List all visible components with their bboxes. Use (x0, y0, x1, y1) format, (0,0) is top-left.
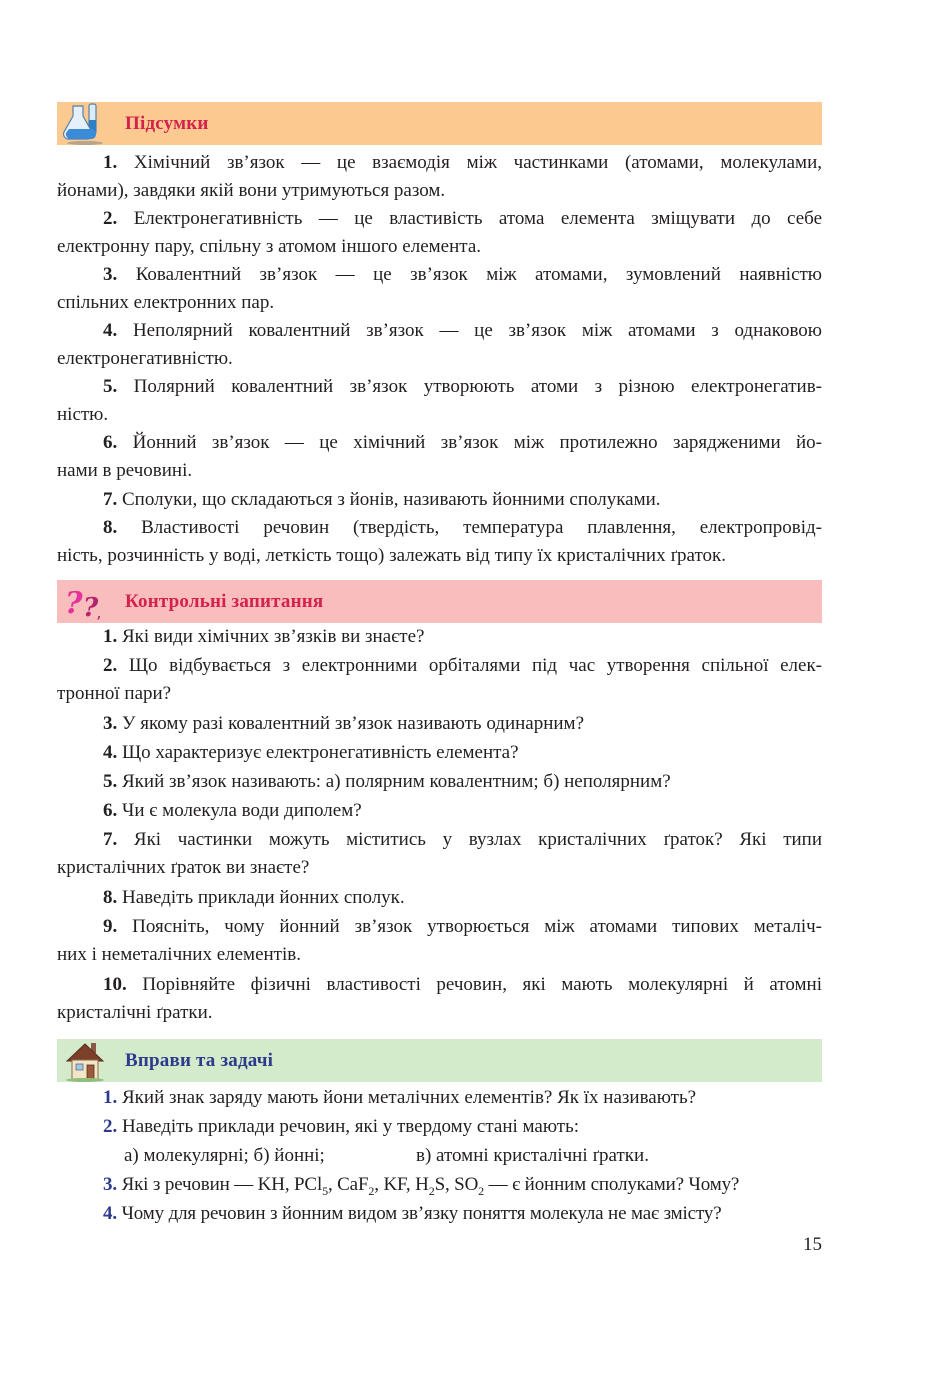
exercise-4: 4. Чому для речовин з йонним видом зв’язку поняття молекула не має змісту? (103, 1203, 722, 1224)
svg-text:?: ? (83, 593, 99, 623)
exercise-2-options (124, 1142, 649, 1170)
summary-item-1: 1. Хімічний зв’язок — це взаємодія між частинками (атомами, молекулами, йонами), завдяки якій вони утримуються разом. (57, 152, 822, 202)
svg-text:,: , (97, 607, 102, 621)
exercise-1: 1. Який знак заряду мають йони металічних елементів? Як їх називають? (103, 1087, 697, 1108)
question-2: 2. Що відбувається з електронними орбіталями під час утворення спільної елек- тронної пари? (57, 655, 823, 705)
exercises-title: Вправи та задачі (125, 1050, 274, 1071)
option-a: а) молекулярні; (124, 1145, 249, 1166)
option-c: в) атомні кристалічні ґратки. (416, 1145, 649, 1166)
exercise-2: 2. Наведіть приклади речовин, які у твердому стані мають: (103, 1116, 580, 1137)
summary-item-2: 2. Електронегативність — це властивість атома елемента зміщувати до себе електронну пару, спільну з атомом іншого елемента. (57, 208, 823, 258)
summary-item-7: 7. Сполуки, що складаються з йонів, називають йонними сполуками. (103, 489, 661, 510)
summary-title: Підсумки (125, 113, 209, 134)
svg-text:?: ? (65, 586, 83, 621)
question-8: 8. Наведіть приклади йонних сполук. (103, 887, 405, 908)
question-marks-icon (63, 580, 107, 623)
summary-item-6: 6. Йонний зв’язок — це хімічний зв’язок між протилежно зарядженими йо- нами в речовині. (57, 432, 822, 482)
summary-header (57, 102, 822, 145)
house-icon (63, 1039, 107, 1082)
question-3: 3. У якому разі ковалентний зв’язок називають одинарним? (103, 713, 585, 734)
questions-header (57, 580, 822, 623)
question-10: 10. Порівняйте фізичні властивості речовин, які мають молекулярні й атомні кристалічні ґратки. (57, 974, 823, 1024)
questions-title: Контрольні запитання (125, 591, 324, 612)
summary-item-8: 8. Властивості речовин (твердість, температура плавлення, електропровід- ність, розчинність у воді, леткість тощо) залежать від типу їх кристалічних ґраток. (57, 517, 822, 567)
option-b: б) йонні; (253, 1145, 325, 1166)
exercise-3: 3. Які з речовин — KH, PCl$_5$, CaF$_2$, KF, $H_2S$, $SO_2$ — є йонним сполуками? Чому? (103, 1174, 740, 1198)
question-7: 7. Які частинки можуть міститись у вузлах кристалічних ґраток? Які типи кристалічних ґраток ви знаєте? (57, 829, 822, 879)
flask-icon (63, 102, 107, 145)
question-1: 1. Які види хімічних зв’язків ви знаєте? (103, 626, 425, 647)
exercises-header (57, 1039, 822, 1082)
question-5: 5. Який зв’язок називають: а) полярним ковалентним; б) неполярним? (103, 771, 671, 792)
question-9: 9. Поясніть, чому йонний зв’язок утворюється між атомами типових металіч- них і неметалічних елементів. (57, 916, 823, 966)
summary-item-3: 3. Ковалентний зв’язок — це зв’язок між атомами, зумовлений наявністю спільних електронних пар. (57, 264, 823, 314)
question-6: 6. Чи є молекула води диполем? (103, 800, 362, 821)
page-number: 15 (803, 1234, 822, 1255)
summary-item-5: 5. Полярний ковалентний зв’язок утворюють атоми з різною електронегатив- ністю. (57, 376, 822, 426)
question-4: 4. Що характеризує електронегативність елемента? (103, 742, 519, 763)
summary-item-4: 4. Неполярний ковалентний зв’язок — це зв’язок між атомами з однаковою електронегативністю. (57, 320, 823, 370)
